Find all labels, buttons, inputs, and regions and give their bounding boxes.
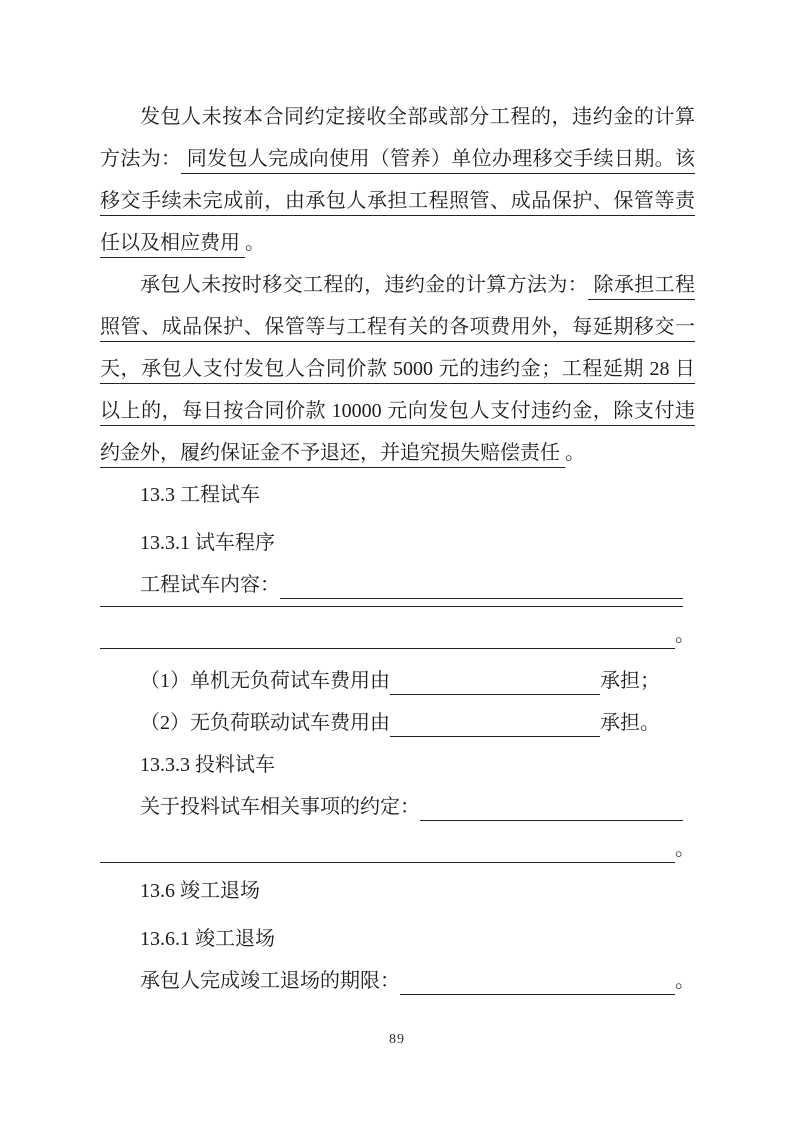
text-line xyxy=(100,432,695,474)
text-segment: 发包人未按本合同约定接收全部或部分工程的，违约金的计算 xyxy=(140,106,695,128)
blank-underline xyxy=(390,702,600,737)
fill-in-line xyxy=(100,702,695,744)
field-label: 工程试车内容： xyxy=(140,574,280,596)
blank-underline xyxy=(400,960,675,995)
fill-in-line xyxy=(100,606,695,614)
section-13-3-3: 13.3.3 投料试车 xyxy=(140,754,275,776)
text-segment: 。 xyxy=(245,232,265,254)
blank-underline xyxy=(280,564,683,599)
text-line xyxy=(100,180,695,222)
fill-in-line xyxy=(100,960,695,1002)
underlined-text: 以上的，每日按合同价款 10000 元向发包人支付违约金，除支付违 xyxy=(100,400,695,426)
trailing-text: 承担。 xyxy=(600,712,660,734)
field-label: （2）无负荷联动试车费用由 xyxy=(140,712,390,734)
text-line xyxy=(100,96,695,138)
blank-underline xyxy=(100,614,675,649)
trailing-text: 。 xyxy=(675,624,695,646)
fill-in-line xyxy=(100,828,695,870)
underlined-text: 照管、成品保护、保管等与工程有关的各项费用外，每延期移交一 xyxy=(100,316,695,342)
fill-in-line xyxy=(100,564,695,606)
text-segment: 。 xyxy=(565,442,585,464)
trailing-text: 。 xyxy=(675,838,695,860)
trailing-text: 承担； xyxy=(600,670,660,692)
page-number: 89 xyxy=(389,1032,405,1047)
section-13-6: 13.6 竣工退场 xyxy=(140,880,260,902)
underlined-text: 除承担工程 xyxy=(588,274,695,300)
fill-in-line xyxy=(100,614,695,656)
text-segment: 承包人未按时移交工程的，违约金的计算方法为： xyxy=(140,274,589,296)
text-line xyxy=(100,390,695,432)
text-line xyxy=(100,306,695,348)
text-line xyxy=(100,264,695,306)
underlined-text: 同发包人完成向使用（管养）单位办理移交手续日期。该 xyxy=(181,148,695,174)
document-body xyxy=(100,96,695,1002)
field-label: （1）单机无负荷试车费用由 xyxy=(140,670,390,692)
section-13-3: 13.3 工程试车 xyxy=(140,484,260,506)
field-label: 关于投料试车相关事项的约定： xyxy=(140,796,420,818)
section-13-3-1: 13.3.1 试车程序 xyxy=(140,532,275,554)
text-line xyxy=(100,138,695,180)
underlined-text: 天，承包人支付发包人合同价款 5000 元的违约金；工程延期 28 日 xyxy=(100,358,695,384)
text-segment: 方法为： xyxy=(100,148,182,170)
fill-in-line xyxy=(100,786,695,828)
section-13-6-1: 13.6.1 竣工退场 xyxy=(140,928,275,950)
field-label: 承包人完成竣工退场的期限： xyxy=(140,970,400,992)
fill-in-line xyxy=(100,660,695,702)
trailing-text: 。 xyxy=(675,970,695,992)
blank-underline xyxy=(100,606,683,607)
underlined-text: 任以及相应费用 xyxy=(100,232,245,258)
blank-underline xyxy=(420,786,683,821)
underlined-text: 移交手续未完成前，由承包人承担工程照管、成品保护、保管等责 xyxy=(100,190,695,216)
underlined-text: 约金外，履约保证金不予退还，并追究损失赔偿责任 xyxy=(100,442,565,468)
text-line xyxy=(100,348,695,390)
blank-underline xyxy=(100,828,675,863)
text-line xyxy=(100,222,695,264)
blank-underline xyxy=(390,660,600,695)
